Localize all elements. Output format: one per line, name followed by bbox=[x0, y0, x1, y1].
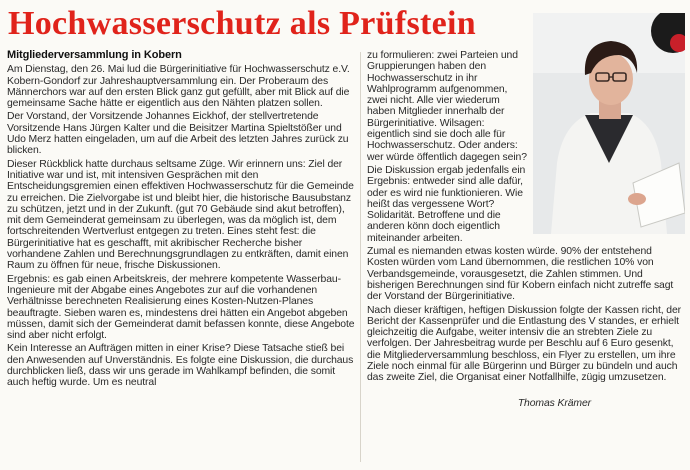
paragraph: Der Vorstand, der Vorsitzende Johannes Eickhof, der stellvertretende Vorsitzende Hans Jürgen Kalter und die Beisitzer Martina Spieltstößer und Udo Merz hatten eingeladen, um auf die Arbeit des letzten Jahres zurück zu blicken. bbox=[7, 111, 349, 157]
paragraph: Dieser Rückblick hatte durchaus seltsame Züge. Wir erinnern uns: Ziel der Initiative war und ist, mit intensiven Gesprächen mit den Entscheidungsgremien einen effektiven Hochwasserschutz für die Gemeinde zu erreichen. Die Zielvorgabe ist und bleibt hier, die historische Bausubstanz zu schützen, jetzt und in der Zukunft. (gut 70 Gebäude sind akut betroffen), mit dem Gemeinderat gemeinsam zu überlegen, was da möglich ist, dem fortschreitenden Wertverlust entgegen zu treten. Eines steht fest: die Bürgerinitiative hat es geschafft, mit akribischer Recherche bisher vorhandene Zahlen und Berechnungsgrundlagen zu entkräften, damit einen Raum zu öffnen für neue, frische Diskussionen. bbox=[7, 158, 354, 272]
paragraph: Am Dienstag, den 26. Mai lud die Bürgerinitiative für Hochwasserschutz e.V. Kobern-Gondorf zur Jahreshauptversammlung ein. Der Proberaum des Männerchors war auf den ersten Blick ganz gut gefüllt, aber mit Blick auf die gemeinsame Sache hätte er eigentlich aus den Nähten platzen sollen. bbox=[7, 64, 350, 110]
paragraph: Ergebnis: es gab einen Arbeitskreis, der mehrere kompetente Wasserbau-Ingenieure mit der Abgabe eines Angebotes zur auf die vorhandenen Verhältnisse berechneten Realisierung eines Kosten-Nutzen-Planes beauftragte. Sieben waren es, mindestens drei hätten ein Angebot abgeben müssen, damit sich der Gemeinderat damit befassen konnte, diese Angebote sind aber nicht erfolgt. bbox=[7, 273, 355, 342]
author-signature: Thomas Krämer bbox=[517, 397, 591, 409]
paragraph: Die Diskussion ergab jedenfalls ein Ergebnis: entweder sind alle dafür, oder es wird nie funktionieren. Wie heißt das vergessene Wort? Solidarität. Betroffene und die anderen könn doch eigentlich miteinander arbeiten. bbox=[367, 164, 526, 244]
paragraph: zu formulieren: zwei Parteien und Gruppierungen haben den Hochwasserschutz in ihr Wahlprogramm aufgenommen, zwei nicht. Alle vier wiederum haben Mitglieder innerhalb der Bürgerinitiative. Wilsagen: eigentlich sind sie doch alle für Hochwasserschutz. Oder anders: wer würde öffentlich dagegen sein? bbox=[367, 50, 527, 163]
paragraph: Zumal es niemanden etwas kosten würde. 90% der entstehend Kosten würden vom Land übernommen, die restlichen 10% von Verbandsgemeinde, vorausgesetzt, die Zahlen stimmen. Und bisherigen Berechnungen sind für Kobern einfach nicht zutreffe sagt der Vorstand der Bürgerinitiative. bbox=[367, 246, 674, 303]
paragraph: Kein Interesse an Aufträgen mitten in einer Krise? Diese Tatsache stieß bei den Anwesenden auf Unverständnis. Es folgte eine Diskussion, die durchaus durchblicken ließ, dass wir uns gerade im Wahlkampf befinden, die somit auch heftig wurde. Um es neutral bbox=[7, 343, 354, 389]
column-divider bbox=[360, 52, 361, 462]
article-subheadline: Mitgliederversammlung in Kobern bbox=[7, 49, 182, 61]
paragraph: Nach dieser kräftigen, heftigen Diskussion folgte der Kassen richt, der Bericht der Kassenprüfer und die Entlastung des V standes, er erhielt gleichzeitig die Aufgabe, weiter intensiv die an strebten Ziele zu verfolgen. Der Jahresbeitrag wurde per Beschlu auf 6 Euro gesenkt, die Mitgliederversammlung beschloss, ein Flyer zu erstellen, um ihre Ziele noch einmal für alle Bürgerinn und Bürger zu bündeln und auch das zweite Ziel, die Organisat einer Notfallhilfe, zügig umzusetzen. bbox=[367, 304, 682, 384]
article-column-left bbox=[7, 50, 355, 391]
article-headline: Hochwasserschutz als Prüfstein bbox=[8, 5, 476, 42]
article-column-right bbox=[367, 50, 683, 411]
